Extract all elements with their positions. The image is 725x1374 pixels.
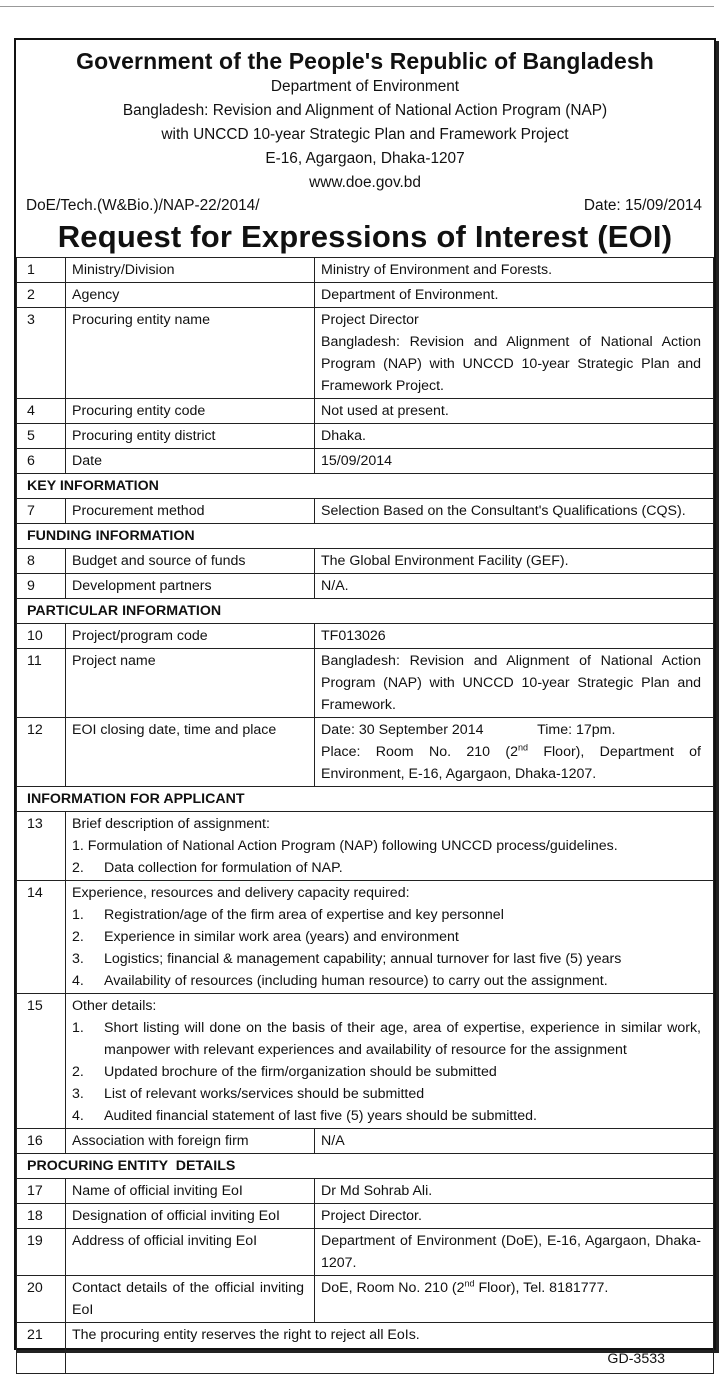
table-row [17,881,714,994]
row-number: 21 [17,1323,66,1374]
value-line: Project Director [321,312,419,328]
row-number: 6 [17,449,66,474]
list-text: Audited financial statement of last five (5) years should be submitted. [104,1108,537,1124]
section-row [17,787,714,812]
row-number: 14 [17,881,66,994]
list-text: Experience in similar work area (years) and environment [104,929,459,945]
row-number: 4 [17,399,66,424]
row-label: Procuring entity code [66,399,315,424]
row-value: Department of Environment (DoE), E-16, Agargaon, Dhaka-1207. [315,1229,714,1276]
row-label: Address of official inviting EoI [66,1229,315,1276]
row-label: Contact details of the official inviting EoI [66,1276,315,1323]
closing-date-time [321,719,701,741]
page-title: Request for Expressions of Interest (EOI) [57,219,673,254]
row-label: Project name [66,649,315,718]
row-value: N/A [315,1129,714,1154]
row-label: Ministry/Division [66,258,315,283]
government-title: Government of the People's Republic of Bangladesh [76,48,654,74]
project-line-2: with UNCCD 10-year Strategic Plan and Framework Project [161,126,569,143]
list-text: Availability of resources (including human resource) to carry out the assignment. [104,973,608,989]
list-item: 1. Formulation of National Action Program (NAP) following UNCCD process/guidelines. [72,838,618,854]
list-item [72,1083,701,1105]
list-number: 3. [72,1086,84,1102]
website: www.doe.gov.bd [309,174,421,191]
table-row [17,1323,714,1374]
table-row [17,1179,714,1204]
row-content [66,994,714,1129]
table-row [17,812,714,881]
list-text: Updated brochure of the firm/organization should be submitted [104,1064,497,1080]
list-item [72,1105,701,1127]
reference-number: DoE/Tech.(W&Bio.)/NAP-22/2014/ [26,197,260,214]
superscript: nd [464,1278,475,1289]
table-row [17,718,714,787]
row-label: EOI closing date, time and place [66,718,315,787]
list-number: 1. [72,1020,84,1036]
table-row [17,449,714,474]
place-text: Place: Room No. 210 (2 [321,744,518,760]
address: E-16, Agargaon, Dhaka-1207 [265,150,465,167]
row-number: 16 [17,1129,66,1154]
list-item [72,970,701,992]
eoi-table [16,257,714,1374]
row-value [315,1276,714,1323]
table-row [17,994,714,1129]
row-value [315,718,714,787]
table-row [17,624,714,649]
section-heading-key-information: KEY INFORMATION [17,474,714,499]
section-heading-funding-information: FUNDING INFORMATION [17,524,714,549]
row-number: 9 [17,574,66,599]
table-row [17,283,714,308]
row-number: 13 [17,812,66,881]
row-content [66,812,714,881]
contact-text: Floor), Tel. 8181777. [474,1280,609,1296]
table-row [17,424,714,449]
list-item [72,857,701,879]
row-number: 18 [17,1204,66,1229]
row-value: Not used at present. [315,399,714,424]
row-value: The Global Environment Facility (GEF). [315,549,714,574]
row-heading: Brief description of assignment: [72,816,270,832]
project-line-1: Bangladesh: Revision and Alignment of National Action Program (NAP) [122,102,608,119]
row-number: 7 [17,499,66,524]
table-row [17,1229,714,1276]
value-line: Bangladesh: Revision and Alignment of National Action Program (NAP) with UNCCD 10-year Strategic Plan and Framework Project. [321,334,701,394]
row-number: 10 [17,624,66,649]
gd-reference: GD-3533 [607,1351,665,1367]
list-text: Short listing will done on the basis of their age, area of expertise, experience in similar work, manpower with relevant experiences and availability of resource for the assignment [104,1020,701,1058]
department-name: Department of Environment [270,78,460,95]
row-content [66,1323,714,1374]
row-label: Budget and source of funds [66,549,315,574]
table-row [17,258,714,283]
row-number: 15 [17,994,66,1129]
row-value: Dr Md Sohrab Ali. [315,1179,714,1204]
row-label: Procuring entity name [66,308,315,399]
row-number: 8 [17,549,66,574]
row-value: 15/09/2014 [315,449,714,474]
list-number: 2. [72,929,84,945]
row-label: Association with foreign firm [66,1129,315,1154]
row-value: Department of Environment. [315,283,714,308]
table-row [17,399,714,424]
row-label: Agency [66,283,315,308]
row-heading: Experience, resources and delivery capacity required: [72,885,410,901]
table-row [17,499,714,524]
top-rule [0,6,714,7]
row-value: Selection Based on the Consultant's Qualifications (CQS). [315,499,714,524]
list-number: 1. [72,907,84,923]
row-value: Bangladesh: Revision and Alignment of National Action Program (NAP) with UNCCD 10-year Strategic Plan and Framework. [315,649,714,718]
table-row [17,574,714,599]
section-row [17,1154,714,1179]
list-item [72,1061,701,1083]
row-label: Development partners [66,574,315,599]
closing-date: Date: 30 September 2014 [321,722,484,738]
list-number: 3. [72,951,84,967]
row-heading: Other details: [72,998,157,1014]
closing-time: Time: 17pm. [537,722,616,738]
list-item [72,904,701,926]
list-text: Logistics; financial & management capability; annual turnover for last five (5) years [104,951,622,967]
row-number: 17 [17,1179,66,1204]
section-heading-information-for-applicant: INFORMATION FOR APPLICANT [17,787,714,812]
row-value: TF013026 [315,624,714,649]
row-content [66,881,714,994]
reference-row [16,195,714,217]
row-label: Name of official inviting EoI [66,1179,315,1204]
row-label: Procuring entity district [66,424,315,449]
row-value: Dhaka. [315,424,714,449]
header [16,48,714,195]
section-heading-procuring-entity-details: PROCURING ENTITY DETAILS [17,1154,714,1179]
row-label: Designation of official inviting EoI [66,1204,315,1229]
list-text: Data collection for formulation of NAP. [104,860,343,876]
list-text: Registration/age of the firm area of expertise and key personnel [104,907,504,923]
list-number: 4. [72,1108,84,1124]
advertisement-frame [14,38,716,1367]
row-value: Ministry of Environment and Forests. [315,258,714,283]
row-value [315,308,714,399]
issue-date: Date: 15/09/2014 [583,197,702,214]
list-number: 2. [72,860,84,876]
section-row [17,474,714,499]
list-item [72,948,701,970]
row-label: Project/program code [66,624,315,649]
row-number: 12 [17,718,66,787]
section-row [17,524,714,549]
closing-place [321,741,701,785]
row-number: 3 [17,308,66,399]
list-item [72,926,701,948]
rejection-notice: The procuring entity reserves the right to reject all EoIs. [72,1327,420,1343]
row-value: Project Director. [315,1204,714,1229]
row-label: Procurement method [66,499,315,524]
table-row [17,649,714,718]
row-number: 20 [17,1276,66,1323]
row-value: N/A. [315,574,714,599]
table-row [17,1204,714,1229]
list-number: 4. [72,973,84,989]
list-number: 2. [72,1064,84,1080]
table-row [17,549,714,574]
place-text: Floor), Department of Environment, E-16, Agargaon, Dhaka-1207. [321,744,701,782]
row-number: 19 [17,1229,66,1276]
row-number: 5 [17,424,66,449]
table-row [17,1276,714,1323]
section-heading-particular-information: PARTICULAR INFORMATION [17,599,714,624]
superscript: nd [518,742,529,753]
list-text: List of relevant works/services should be submitted [104,1086,425,1102]
row-number: 1 [17,258,66,283]
table-row [17,1129,714,1154]
section-row [17,599,714,624]
row-number: 2 [17,283,66,308]
row-number: 11 [17,649,66,718]
list-item [72,1017,701,1061]
row-label: Date [66,449,315,474]
table-row [17,308,714,399]
contact-text: DoE, Room No. 210 (2 [321,1280,465,1296]
